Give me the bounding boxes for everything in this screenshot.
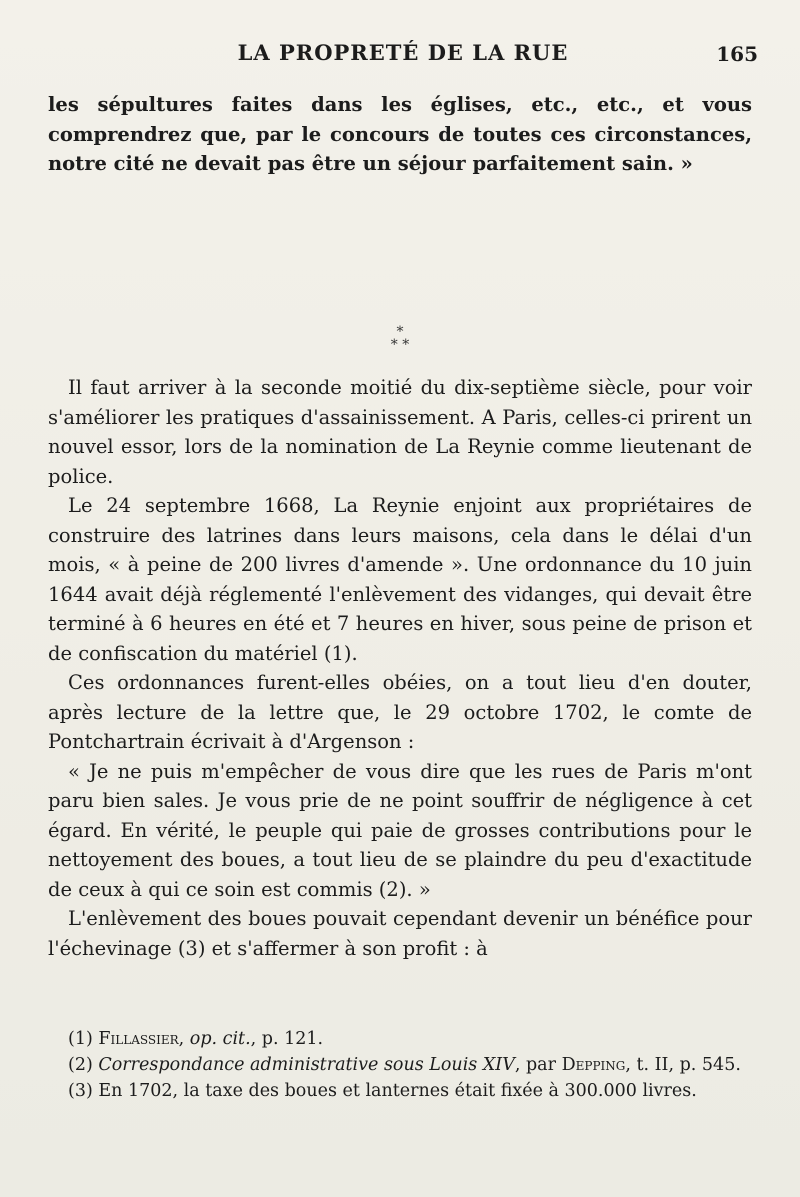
footnote-2-by: , par bbox=[514, 1055, 556, 1075]
separator-top-star: * bbox=[396, 324, 404, 340]
footnote-1-number: (1) bbox=[68, 1029, 93, 1049]
paragraph-1: Il faut arriver à la seconde moitié du dix-septième siècle, pour voir s'améliorer les pratiques d'assainissement. A Paris, celles-ci prirent un nouvel essor, lors de la nomination de La Reynie comme lieutenant de police. bbox=[48, 376, 752, 488]
paragraph-5: L'enlèvement des boues pouvait cependant devenir un bénéfice pour l'échevinage (3) et s'affermer à son profit : à bbox=[48, 907, 752, 960]
separator-bottom-stars: * * bbox=[390, 337, 410, 353]
footnotes bbox=[48, 1026, 754, 1104]
page-number: 165 bbox=[716, 42, 758, 66]
footnote-2-rest: t. II, p. 545. bbox=[636, 1055, 741, 1075]
opening-paragraph bbox=[48, 90, 752, 179]
footnote-1-author: Fillassier, bbox=[98, 1029, 185, 1049]
paragraph-4-quotation: « Je ne puis m'empêcher de vous dire que les rues de Paris m'ont paru bien sales. Je vous prie de ne point souffrir de négligence à cet égard. En vérité, le peuple qui paie de grosses contributions pour le nettoyement des boues, a tout lieu de se plaindre du peu d'exactitude de ceux à qui ce soin est commis (2). » bbox=[48, 759, 752, 901]
opening-paragraph-text: les sépultures faites dans les églises, etc., etc., et vous comprendrez que, par le concours de toutes ces circonstances, notre cité ne devait pas être un séjour parfaitement sain. » bbox=[48, 93, 752, 175]
footnote-3 bbox=[48, 1078, 754, 1104]
footnote-2-author: Depping, bbox=[561, 1055, 631, 1075]
running-title: LA PROPRETÉ DE LA RUE bbox=[237, 40, 569, 65]
footnote-2-number: (2) bbox=[68, 1055, 93, 1075]
footnote-1 bbox=[48, 1026, 754, 1052]
footnote-1-ref: op. cit. bbox=[189, 1029, 251, 1049]
footnote-3-text: En 1702, la taxe des boues et lanternes était fixée à 300.000 livres. bbox=[98, 1081, 697, 1101]
footnote-1-rest: , p. 121. bbox=[250, 1029, 324, 1049]
footnote-2 bbox=[48, 1052, 754, 1078]
section-separator bbox=[0, 326, 800, 352]
paragraph-3: Ces ordonnances furent-elles obéies, on a tout lieu d'en douter, après lecture de la lettre que, le 29 octobre 1702, le comte de Pontchartrain écrivait à d'Argenson : bbox=[48, 671, 752, 753]
main-text bbox=[48, 373, 752, 963]
footnote-3-number: (3) bbox=[68, 1081, 93, 1101]
running-header bbox=[48, 40, 758, 74]
paragraph-2: Le 24 septembre 1668, La Reynie enjoint aux propriétaires de construire des latrines dans leurs maisons, cela dans le délai d'un mois, « à peine de 200 livres d'amende ». Une ordonnance du 10 juin 1644 avait déjà réglementé l'enlèvement des vidanges, qui devait être terminé à 6 heures en été et 7 heures en hiver, sous peine de prison et de confiscation du matériel (1). bbox=[48, 494, 752, 665]
footnote-2-title: Correspondance administrative sous Louis XIV bbox=[98, 1055, 515, 1075]
